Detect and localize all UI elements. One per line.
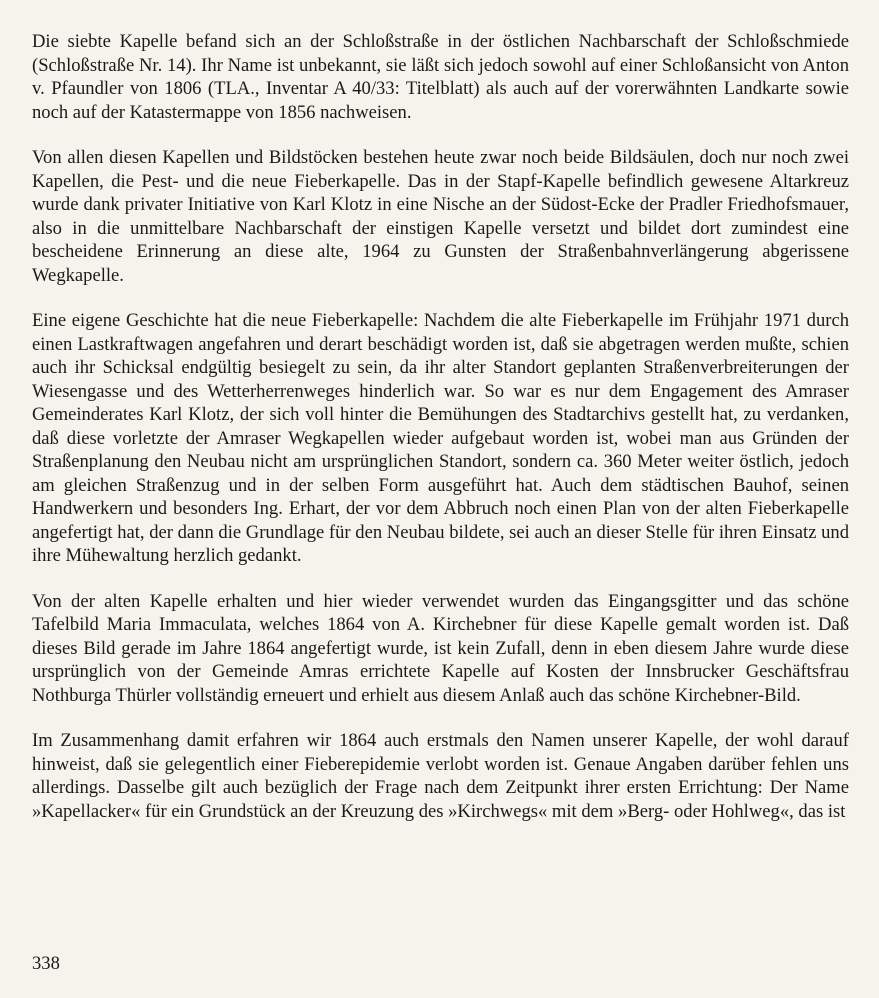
- page-number: 338: [32, 953, 60, 974]
- paragraph-siebte-kapelle: Die siebte Kapelle befand sich an der Schloßstraße in der östlichen Nachbarschaft der Schloßschmiede (Schloßstraße Nr. 14). Ihr Name ist unbekannt, sie läßt sich jedoch sowohl auf einer Schloßansicht von Anton v. Pfaundler von 1806 (TLA., Inventar A 40/33: Titelblatt) als auch auf der vorerwähnten Landkarte sowie noch auf der Katastermappe von 1856 nachweisen.: [32, 31, 849, 123]
- body-text: [32, 30, 849, 845]
- paragraph-kapellen-bildstoecke: Von allen diesen Kapellen und Bildstöcken bestehen heute zwar noch beide Bildsäulen, doch nur noch zwei Kapellen, die Pest- und die neue Fieberkapelle. Das in der Stapf-Kapelle befindlich gewesene Altarkreuz wurde dank privater Initiative von Karl Klotz in eine Nische an der Südost-Ecke der Pradler Friedhofsmauer, also in die unmittelbare Nachbarschaft der einstigen Kapelle versetzt und bildet dort zumindest eine bescheidene Erinnerung an diese alte, 1964 zu Gunsten der Straßenbahnverlängerung abgerissene Wegkapelle.: [32, 147, 849, 286]
- paragraph-neue-fieberkapelle: Eine eigene Geschichte hat die neue Fieberkapelle: Nachdem die alte Fieberkapelle im Frühjahr 1971 durch einen Lastkraftwagen angefahren und derart beschädigt worden ist, daß sie abgetragen werden mußte, schien auch ihr Schicksal endgültig besiegelt zu sein, da ihr alter Standort geplanten Straßenverbreiterungen der Wiesengasse und des Wetterherrenweges hinderlich war. So war es nur dem Engagement des Amraser Gemeinderates Karl Klotz, der sich voll hinter die Bemühungen des Stadtarchivs gestellt hat, zu verdanken, daß diese vorletzte der Amraser Wegkapellen wieder aufgebaut worden ist, wobei man aus Gründen der Straßenplanung den Neubau nicht am ursprünglichen Standort, sondern ca. 360 Meter weiter östlich, jedoch am gleichen Straßenzug und in der selben Form ausgeführt hat. Auch dem städtischen Bauhof, seinen Handwerkern und besonders Ing. Erhart, der vor dem Abbruch noch einen Plan von der alten Fieberkapelle angefertigt hat, der dann die Grundlage für den Neubau bildete, sei auch an dieser Stelle für ihren Einsatz und ihre Mühewaltung herzlich gedankt.: [32, 310, 849, 566]
- paragraph-alte-kapelle-tafelbild: Von der alten Kapelle erhalten und hier wieder verwendet wurden das Eingangsgitter und das schöne Tafelbild Maria Immaculata, welches 1864 von A. Kirchebner für diese Kapelle gemalt worden ist. Daß dieses Bild gerade im Jahre 1864 angefertigt wurde, ist kein Zufall, denn in eben diesem Jahre wurde diese ursprünglich von der Gemeinde Amras errichtete Kapelle auf Kosten der Innsbrucker Geschäftsfrau Nothburga Thürler vollständig erneuert und erhielt aus diesem Anlaß auch das schöne Kirchebner-Bild.: [32, 590, 849, 706]
- paragraph-zusammenhang-name: Im Zusammenhang damit erfahren wir 1864 auch erstmals den Namen unserer Kapelle, der wohl darauf hinweist, daß sie gelegentlich einer Fieberepidemie verlobt worden ist. Genaue Angaben darüber fehlen uns allerdings. Dasselbe gilt auch bezüglich der Frage nach dem Zeitpunkt ihrer ersten Errichtung: Der Name »Kapellacker« für ein Grundstück an der Kreuzung des »Kirchwegs« mit dem »Berg- oder Hohlweg«, das ist: [32, 730, 849, 822]
